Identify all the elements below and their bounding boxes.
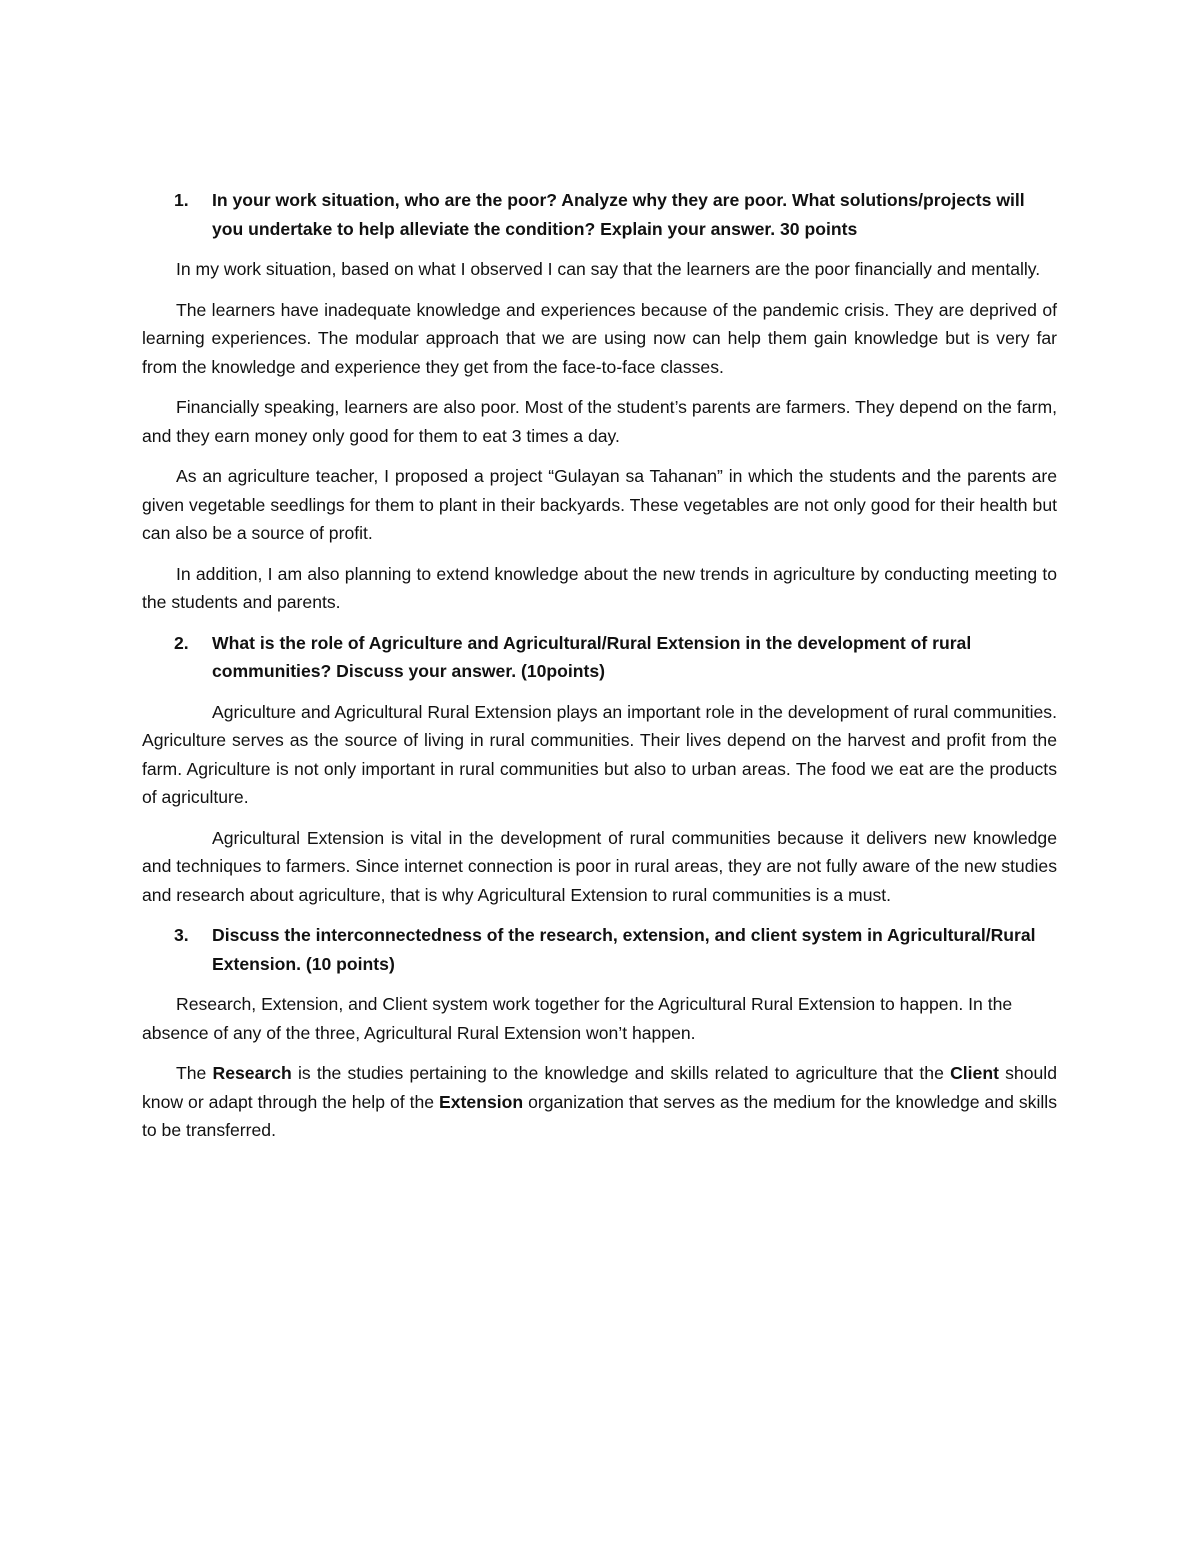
keyword-client: Client bbox=[950, 1063, 999, 1083]
document-body bbox=[142, 186, 1057, 1157]
answer-1-paragraph-1: In my work situation, based on what I observed I can say that the learners are the poor financially and mentally. bbox=[176, 259, 1041, 279]
question-2 bbox=[142, 629, 1057, 686]
keyword-extension: Extension bbox=[439, 1091, 524, 1112]
question-3 bbox=[142, 921, 1057, 978]
answer-2-paragraph-2: Agricultural Extension is vital in the development of rural communities because it delivers new knowledge and techniques to farmers. Since internet connection is poor in rural areas, they are not fully aware of the new studies and research about agriculture, that is why Agricultural Extension to rural communities is a must. bbox=[142, 827, 1057, 905]
answer-3-text-1: The bbox=[176, 1063, 213, 1083]
answer-3-text-4: organization that serves as the medium for the knowledge and skills to be transferred. bbox=[142, 1091, 1057, 1140]
answer-3-text-3: should know or adapt through the help of the bbox=[142, 1063, 1057, 1112]
question-1-text: In your work situation, who are the poor? Analyze why they are poor. What solutions/projects will you undertake to help alleviate the condition? Explain your answer. 30 points bbox=[212, 190, 1025, 239]
answer-2-paragraph-1: Agriculture and Agricultural Rural Extension plays an important role in the development of rural communities. Agriculture serves as the source of living in rural communities. Their lives depend on the harvest and profit from the farm. Agriculture is not only important in rural communities but also to urban areas. The food we eat are the products of agriculture. bbox=[142, 701, 1057, 807]
answer-1-paragraph-5: In addition, I am also planning to extend knowledge about the new trends in agriculture by conducting meeting to the students and parents. bbox=[142, 563, 1057, 612]
question-2-text: What is the role of Agriculture and Agricultural/Rural Extension in the development of rural communities? Discuss your answer. (10points) bbox=[212, 632, 972, 681]
question-1-number: 1. bbox=[174, 190, 189, 210]
answer-3-paragraph-1: Research, Extension, and Client system work together for the Agricultural Rural Extension to happen. In the absence of any of the three, Agricultural Rural Extension won’t happen. bbox=[142, 994, 1013, 1043]
answer-3-text-2: is the studies pertaining to the knowledge and skills related to agriculture that the bbox=[291, 1063, 951, 1083]
question-3-number: 3. bbox=[174, 925, 189, 945]
keyword-research: Research bbox=[212, 1063, 292, 1083]
answer-1-paragraph-3: Financially speaking, learners are also poor. Most of the student’s parents are farmers. They depend on the farm, and they earn money only good for them to eat 3 times a day. bbox=[142, 397, 1057, 446]
question-3-text: Discuss the interconnectedness of the research, extension, and client system in Agricultural/Rural Extension. (10 points) bbox=[212, 925, 1036, 974]
answer-1-paragraph-4: As an agriculture teacher, I proposed a project “Gulayan sa Tahanan” in which the students and the parents are given vegetable seedlings for them to plant in their backyards. These vegetables are not only good for their health but can also be a source of profit. bbox=[142, 466, 1057, 543]
answer-3-paragraph-2 bbox=[142, 1059, 1057, 1145]
question-2-number: 2. bbox=[174, 632, 189, 653]
question-1 bbox=[142, 186, 1057, 243]
answer-1-paragraph-2: The learners have inadequate knowledge and experiences because of the pandemic crisis. They are deprived of learning experiences. The modular approach that we are using now can help them gain knowledge but is very far from the knowledge and experience they get from the face-to-face classes. bbox=[142, 299, 1057, 377]
